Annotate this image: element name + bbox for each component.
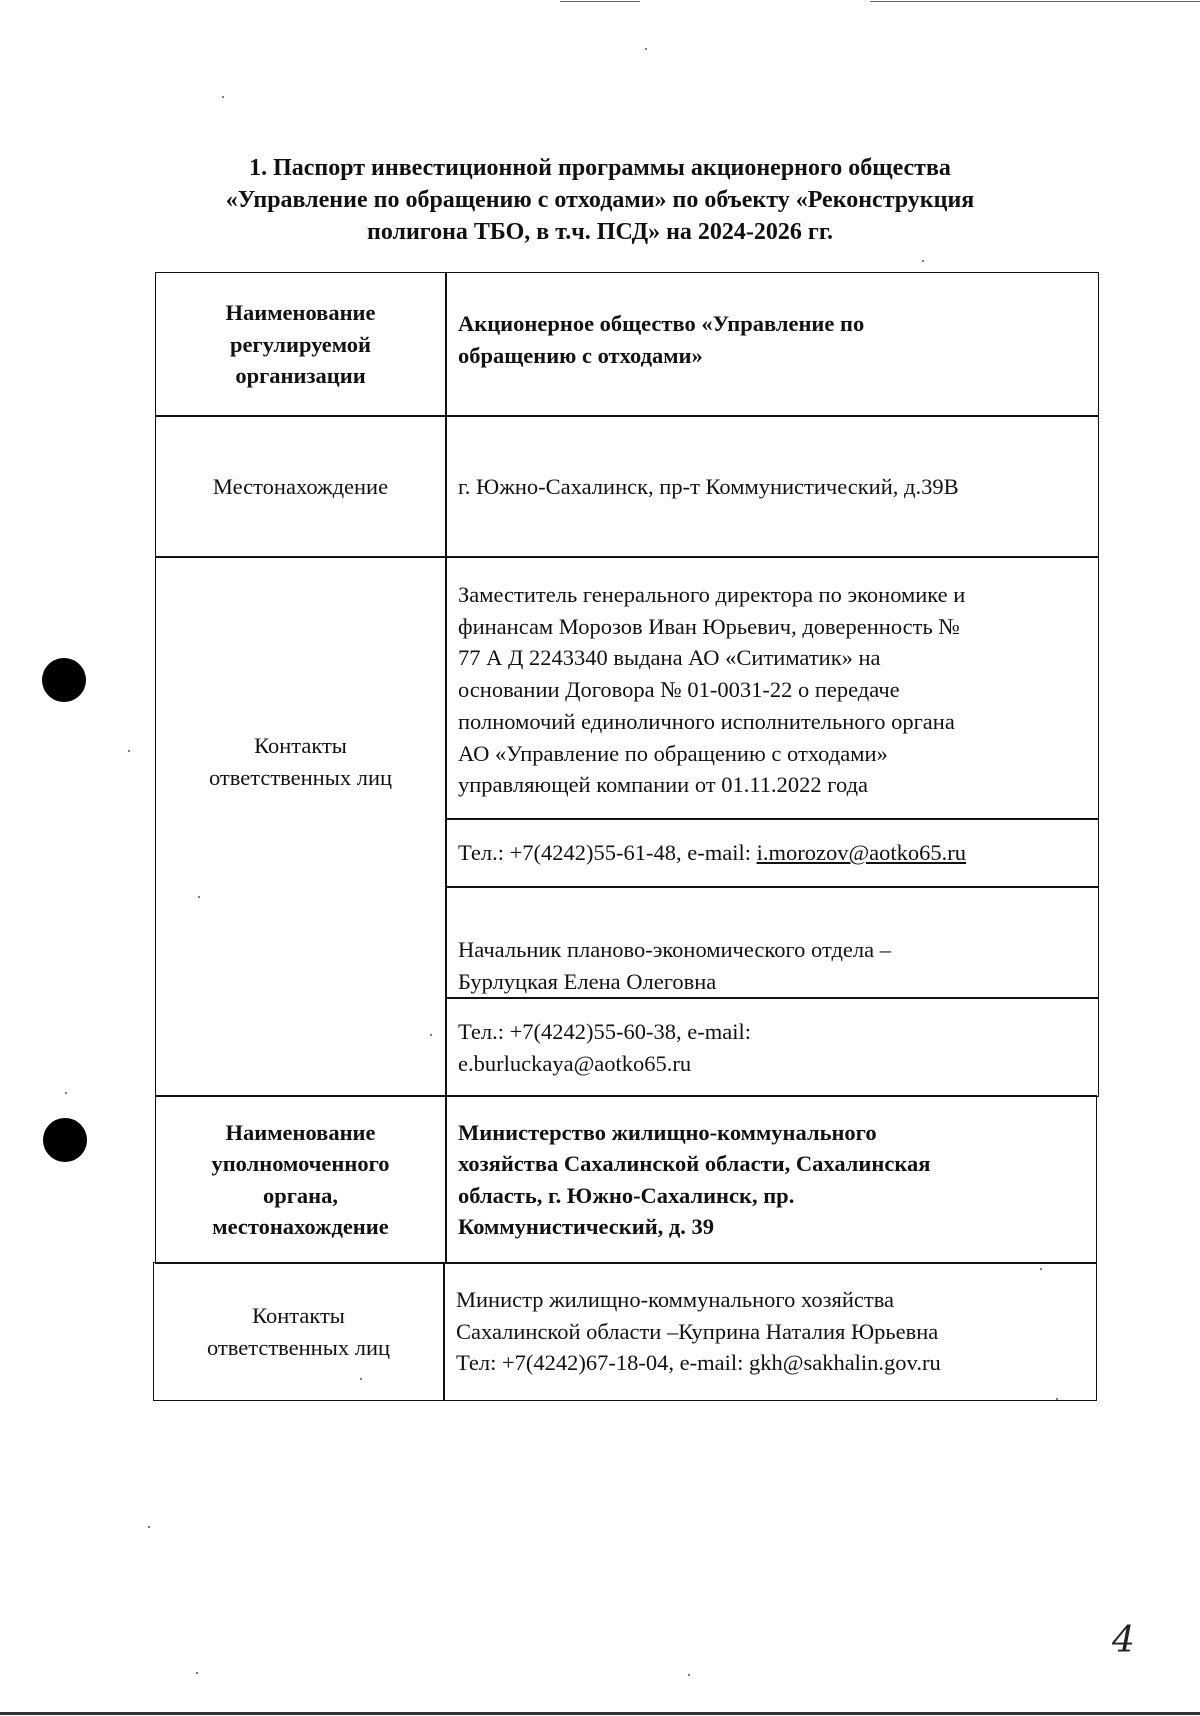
title-line: 1. Паспорт инвестиционной программы акционерного общества <box>249 155 951 181</box>
page-number-mark: 4 <box>1112 1620 1135 1661</box>
scan-artifact <box>0 1712 1200 1715</box>
value-location: г. Южно-Сахалинск, пр-т Коммунистический, д.39В <box>458 473 959 499</box>
scan-speck <box>645 48 647 50</box>
sub-row-divider <box>445 886 1099 888</box>
scan-speck <box>148 1526 150 1528</box>
punch-hole <box>42 658 86 702</box>
scan-speck <box>688 1674 690 1676</box>
scan-speck <box>128 750 130 752</box>
title-line: «Управление по обращению с отходами» по объекту «Реконструкция <box>225 187 975 213</box>
scan-artifact <box>870 1 1200 2</box>
scan-speck <box>922 260 924 262</box>
title-line: полигона ТБО, в т.ч. ПСД» на 2024-2026 гг. <box>366 219 834 245</box>
label-location: Местонахождение <box>212 473 389 499</box>
sub-row-divider <box>445 818 1099 820</box>
email-link[interactable]: i.morozov@aotko65.ru <box>756 840 967 865</box>
scan-speck <box>222 96 224 98</box>
label-ministry-contacts: Контакты ответственных лиц <box>206 1303 391 1360</box>
sub-row-divider <box>445 997 1099 999</box>
contact-deputy-director: Заместитель генерального директора по экономике и финансам Морозов Иван Юрьевич, доверенность № 77 А Д 2243340 выдана АО «Ситиматик» на основании Договора № 01-0031-22 о передаче полномочий единоличного исполнительного органа АО «Управление по обращению с отходами» управляющей компании от 01.11.2022 года <box>458 582 966 798</box>
label-authorized-body: Наименование уполномоченного органа, местонахождение <box>211 1119 390 1239</box>
value-authorized-body: Министерство жилищно-коммунального хозяйства Сахалинской области, Сахалинская область, г. Южно-Сахалинск, пр. Коммунистический, д. 39 <box>458 1119 931 1239</box>
contact-planning-head: Начальник планово-экономического отдела – Бурлуцкая Елена Олеговна <box>458 937 892 994</box>
scan-speck <box>65 1092 67 1094</box>
contact-deputy-phone: Тел.: +7(4242)55-61-48, e-mail: i.morozov@aotko65.ru <box>458 840 967 865</box>
contact-planning-phone: Тел.: +7(4242)55-60-38, e-mail: e.burluckaya@aotko65.ru <box>458 1019 751 1076</box>
scan-speck <box>196 1672 198 1674</box>
label-contacts: Контакты ответственных лиц <box>208 733 393 790</box>
document-title <box>150 152 1050 248</box>
scan-artifact <box>560 1 640 2</box>
punch-hole <box>43 1118 87 1162</box>
value-regulated-organization: Акционерное общество «Управление по обращению с отходами» <box>458 311 865 368</box>
label-regulated-organization: Наименование регулируемой организации <box>225 300 376 389</box>
value-ministry-contacts: Министр жилищно-коммунального хозяйства Сахалинской области –Куприна Наталия Юрьевна Тел: +7(4242)67-18-04, e-mail: gkh@sakhalin.gov.ru <box>456 1287 941 1376</box>
